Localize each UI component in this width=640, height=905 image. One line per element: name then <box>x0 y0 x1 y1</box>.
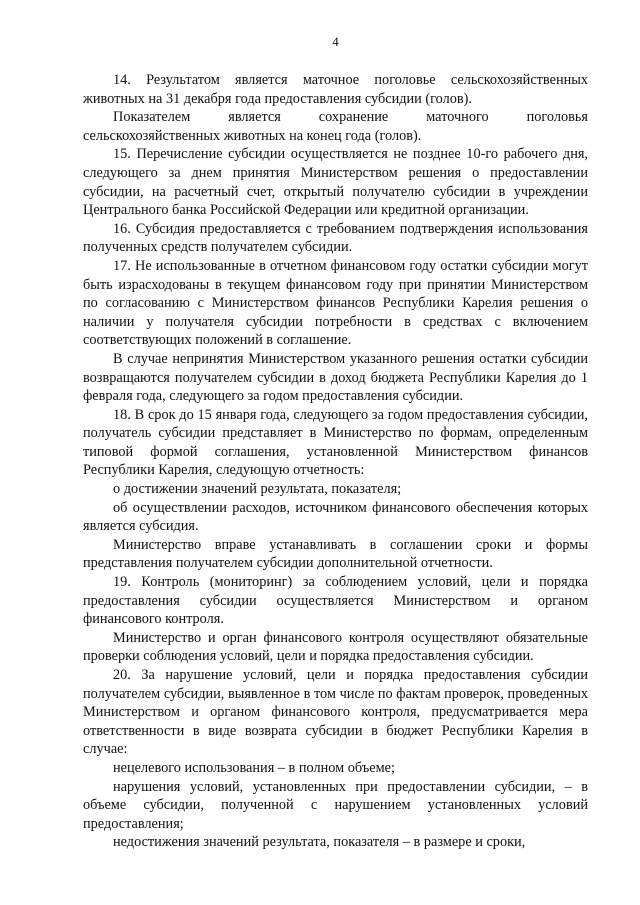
list-item-result-report: о достижении значений результата, показателя; <box>113 481 402 498</box>
paragraph-19-control: 19. Контроль (мониторинг) за соблюдением условий, цели и порядка предоставления субсидии осуществляется Министерством и органом финансового контроля. <box>83 574 588 628</box>
list-item-non-achievement: недостижения значений результата, показателя – в размере и сроки, <box>113 834 526 851</box>
paragraph-15-transfer: 15. Перечисление субсидии осуществляется не позднее 10-го рабочего дня, следующего за днем принятия Министерством решения о предоставлении субсидии, на расчетный счет, открытый получателю субсидии в учреждении Центрального банка Российской Федерации или кредитной организации. <box>83 146 588 219</box>
list-item-expense-report: об осуществлении расходов, источником финансового обеспечения которых является субсидия. <box>83 499 588 535</box>
document-body <box>83 71 588 852</box>
paragraph-18-reporting: 18. В срок до 15 января года, следующего за годом предоставления субсидии, получатель субсидии представляет в Министерство по формам, определенным типовой формой соглашения, установленной Министерством финансов Республики Карелия, следующую отчетность: <box>83 406 588 479</box>
paragraph-indicator: Показателем является сохранение маточного поголовья сельскохозяйственных животных на конец года (голов). <box>83 109 588 144</box>
list-item-misuse: нецелевого использования – в полном объеме; <box>113 759 395 776</box>
paragraph-remainders-return: В случае непринятия Министерством указанного решения остатки субсидии возвращаются получателем субсидии в доход бюджета Республики Карелия до 1 февраля года, следующего за годом предоставления субсидии. <box>83 350 588 405</box>
paragraph-20-liability: 20. За нарушение условий, цели и порядка предоставления субсидии получателем субсидии, выявленное в том числе по фактам проверок, проведенных Министерством и органом финансового контроля, предусматривается мера ответственности в виде возврата субсидии в бюджет Республики Карелия в случае: <box>83 667 588 758</box>
paragraph-14-result: 14. Результатом является маточное поголовье сельскохозяйственных животных на 31 декабря года предоставления субсидии (голов). <box>83 72 588 107</box>
paragraph-16-confirmation: 16. Субсидия предоставляется с требованием подтверждения использования полученных средств получателем субсидии. <box>83 220 588 256</box>
list-item-condition-violation: нарушения условий, установленных при предоставлении субсидии, – в объеме субсидии, полученной с нарушением установленных условий предоставления; <box>83 778 588 832</box>
paragraph-additional-reporting: Министерство вправе устанавливать в соглашении сроки и формы представления получателем субсидии дополнительной отчетности. <box>83 536 588 572</box>
paragraph-17-remainders: 17. Не использованные в отчетном финансовом году остатки субсидии могут быть израсходованы в текущем финансовом году при принятии Министерством по согласованию с Министерством финансов Республики Карелия решения о наличии у получателя субсидии потребности в средствах с включением соответствующих положений в соглашение. <box>83 257 588 349</box>
paragraph-control-checks: Министерство и орган финансового контроля осуществляют обязательные проверки соблюдения условий, цели и порядка предоставления субсидии. <box>83 629 588 665</box>
page-number: 4 <box>332 34 339 49</box>
